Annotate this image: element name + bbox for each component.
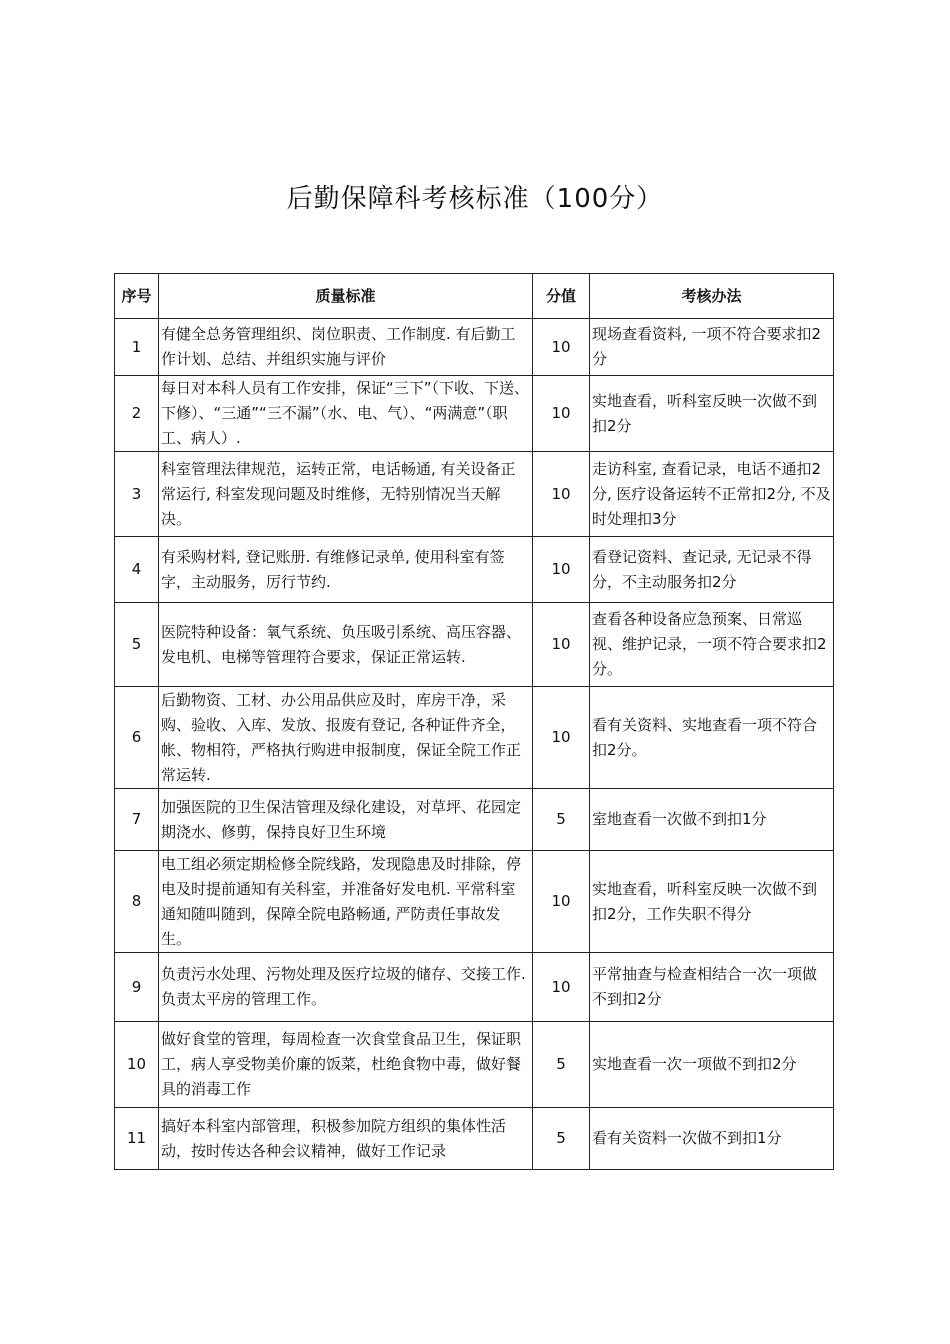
table-row [115,319,834,376]
row-score: 10 [533,851,590,953]
table-row [115,789,834,851]
row-score: 10 [533,376,590,452]
table-row [115,851,834,953]
header-no: 序号 [115,274,159,319]
row-no: 7 [115,789,159,851]
row-no: 1 [115,319,159,376]
row-method: 看有关资料、实地查看一项不符合扣2分。 [590,687,834,789]
table-row [115,376,834,452]
row-method: 实地查看一次一项做不到扣2分 [590,1022,834,1108]
row-method: 看登记资料、查记录, 无记录不得分，不主动服务扣2分 [590,537,834,603]
row-score: 10 [533,603,590,687]
row-standard: 医院特种设备：氧气系统、负压吸引系统、高压容器、发电机、电梯等管理符合要求，保证正常运转. [159,603,533,687]
page-title: 后勤保障科考核标准（100分） [286,184,664,214]
row-method: 走访科室, 查看记录，电话不通扣2分, 医疗设备运转不正常扣2分, 不及时处理扣3分 [590,452,834,537]
row-method: 看有关资料一次做不到扣1分 [590,1108,834,1170]
header-standard: 质量标准 [159,274,533,319]
row-no: 4 [115,537,159,603]
row-standard: 有采购材料, 登记账册. 有维修记录单, 使用科室有签字，主动服务，厉行节约. [159,537,533,603]
row-standard: 加强医院的卫生保洁管理及绿化建设，对草坪、花园定期浇水、修剪，保持良好卫生环境 [159,789,533,851]
table-row [115,1108,834,1170]
table-row [115,603,834,687]
row-no: 5 [115,603,159,687]
row-no: 9 [115,953,159,1022]
row-no: 2 [115,376,159,452]
row-no: 11 [115,1108,159,1170]
row-method: 室地查看一次做不到扣1分 [590,789,834,851]
row-standard: 负责污水处理、污物处理及医疗垃圾的储存、交接工作. 负责太平房的管理工作。 [159,953,533,1022]
row-score: 5 [533,789,590,851]
table-row [115,1022,834,1108]
row-method: 查看各种设备应急预案、日常巡视、维护记录，一项不符合要求扣2分。 [590,603,834,687]
row-method: 实地查看，听科室反映一次做不到扣2分，工作失职不得分 [590,851,834,953]
table-row [115,452,834,537]
row-score: 10 [533,537,590,603]
header-score: 分值 [533,274,590,319]
row-no: 10 [115,1022,159,1108]
row-score: 10 [533,452,590,537]
row-no: 3 [115,452,159,537]
table-row [115,687,834,789]
row-standard: 每日对本科人员有工作安排，保证“三下”（下收、下送、下修）、“三通”“三不漏”（水、电、气）、“两满意”（职工、病人）. [159,376,533,452]
row-no: 8 [115,851,159,953]
table-row [115,537,834,603]
row-method: 平常抽查与检查相结合一次一项做不到扣2分 [590,953,834,1022]
row-method: 现场查看资料, 一项不符合要求扣2分 [590,319,834,376]
row-standard: 后勤物资、工材、办公用品供应及时，库房干净，采购、验收、入库、发放、报废有登记, 各种证件齐全，帐、物相符，严格执行购进申报制度，保证全院工作正常运转. [159,687,533,789]
row-score: 10 [533,687,590,789]
row-standard: 科室管理法律规范，运转正常，电话畅通, 有关设备正常运行, 科室发现问题及时维修，无特别情况当天解决。 [159,452,533,537]
row-no: 6 [115,687,159,789]
row-standard: 做好食堂的管理，每周检查一次食堂食品卫生，保证职工，病人享受物美价廉的饭菜，杜绝食物中毒，做好餐具的消毒工作 [159,1022,533,1108]
row-standard: 搞好本科室内部管理，积极参加院方组织的集体性活动，按时传达各种会议精神，做好工作记录 [159,1108,533,1170]
row-score: 5 [533,1108,590,1170]
row-method: 实地查看，听科室反映一次做不到扣2分 [590,376,834,452]
row-score: 10 [533,953,590,1022]
row-standard: 电工组必须定期检修全院线路，发现隐患及时排除，停电及时提前通知有关科室，并准备好发电机. 平常科室通知随叫随到，保障全院电路畅通, 严防责任事故发生。 [159,851,533,953]
header-method: 考核办法 [590,274,834,319]
table-header-row [115,274,834,319]
assessment-table [114,273,834,1170]
row-score: 5 [533,1022,590,1108]
row-standard: 有健全总务管理组织、岗位职责、工作制度. 有后勤工作计划、总结、并组织实施与评价 [159,319,533,376]
row-score: 10 [533,319,590,376]
table-row [115,953,834,1022]
